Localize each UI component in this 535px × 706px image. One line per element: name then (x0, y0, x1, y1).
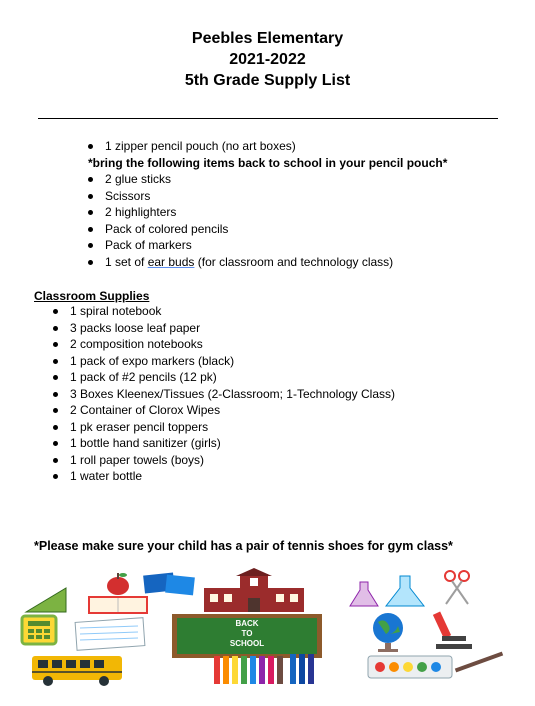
bullet-icon (88, 177, 93, 182)
list-item: 1 pack of expo markers (black) (70, 353, 395, 370)
school-year: 2021-2022 (229, 51, 306, 68)
bullet-icon (53, 408, 58, 413)
bullet-icon (88, 260, 93, 265)
chalkboard-line-1: BACK (235, 619, 259, 628)
pouch-instruction-note: *bring the following items back to school in your pencil pouch* (88, 155, 448, 170)
paint-palette-icon (368, 652, 503, 678)
colored-markers-icon (214, 654, 314, 684)
folder-icon (143, 572, 195, 595)
bullet-icon (53, 375, 58, 380)
bullet-icon (53, 309, 58, 314)
document-header (0, 28, 535, 91)
chalkboard-line-3: SCHOOL (229, 639, 265, 648)
list-item: 3 Boxes Kleenex/Tissues (2-Classroom; 1-Technology Class) (70, 386, 395, 403)
flask-icon (350, 576, 424, 606)
bullet-icon (53, 458, 58, 463)
bullet-icon (53, 474, 58, 479)
bullet-icon (53, 359, 58, 364)
bullet-icon (53, 425, 58, 430)
scissors-icon (445, 571, 469, 604)
school-bus-icon (32, 656, 122, 686)
tennis-shoes-note: *Please make sure your child has a pair of tennis shoes for gym class* (34, 539, 453, 553)
bullet-icon (88, 144, 93, 149)
list-item: 2 highlighters (105, 204, 447, 221)
school-supplies-clipart (18, 568, 518, 696)
bullet-icon (53, 441, 58, 446)
school-building-icon (204, 568, 304, 612)
bullet-icon (88, 243, 93, 248)
list-item: 1 zipper pencil pouch (no art boxes) (105, 138, 447, 155)
list-item: 1 pk eraser pencil toppers (70, 419, 395, 436)
bullet-icon (88, 194, 93, 199)
title-divider (38, 118, 498, 119)
chalkboard-line-2: TO (241, 629, 253, 638)
books-icon (88, 596, 148, 614)
list-item: 1 spiral notebook (70, 303, 395, 320)
list-item: Pack of markers (105, 237, 447, 254)
ear-buds-text: ear buds (147, 254, 195, 269)
list-item: 1 water bottle (70, 468, 395, 485)
classroom-supplies-list (70, 303, 395, 485)
list-item: 1 bottle hand sanitizer (girls) (70, 435, 395, 452)
school-name: Peebles Elementary (191, 30, 344, 47)
list-item: Pack of colored pencils (105, 221, 447, 238)
list-item: 1 pack of #2 pencils (12 pk) (70, 369, 395, 386)
pencil-pouch-list (88, 138, 448, 270)
bullet-icon (53, 326, 58, 331)
list-item: 1 set of ear buds (for classroom and technology class) (105, 254, 447, 271)
triangle-ruler-icon (26, 588, 66, 612)
bullet-icon (88, 227, 93, 232)
notebook-icon (75, 618, 145, 651)
list-item: Scissors (105, 188, 447, 205)
microscope-icon (433, 612, 472, 649)
list-item: 2 glue sticks (105, 171, 447, 188)
list-item: 2 Container of Clorox Wipes (70, 402, 395, 419)
bullet-icon (53, 392, 58, 397)
list-item: 3 packs loose leaf paper (70, 320, 395, 337)
bullet-icon (53, 342, 58, 347)
classroom-supplies-heading: Classroom Supplies (34, 289, 150, 303)
list-item: 1 roll paper towels (boys) (70, 452, 395, 469)
apple-icon (107, 573, 129, 595)
page-title: 5th Grade Supply List (184, 72, 351, 89)
globe-icon (373, 613, 403, 652)
bullet-icon (88, 210, 93, 215)
calculator-icon (22, 616, 56, 644)
list-item: 2 composition notebooks (70, 336, 395, 353)
